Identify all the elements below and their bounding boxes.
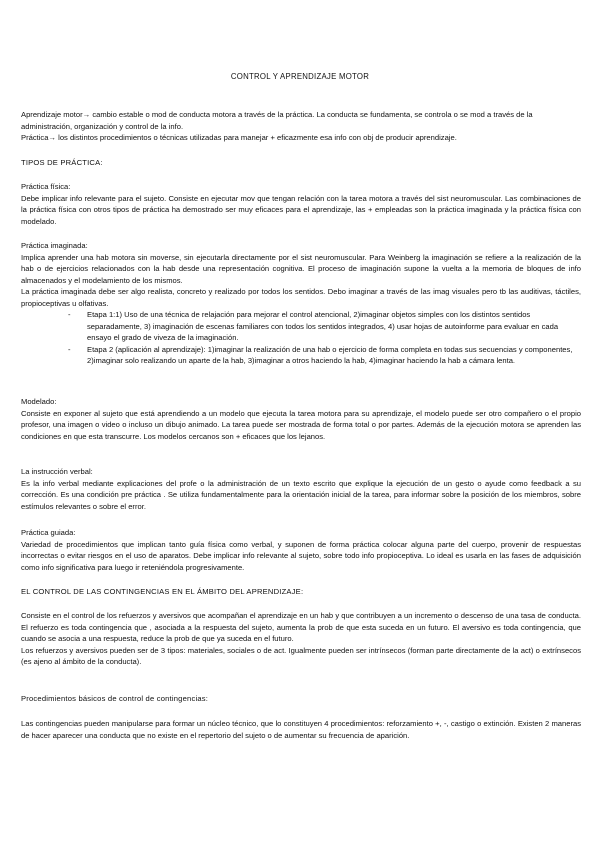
bullet-dash: - [68,310,71,319]
section-body: Los refuerzos y aversivos pueden ser de 3 tipos: materiales, sociales o de act. Igualmente pueden ser intrínsecos (forman parte directamente de la act) o extrínsecos (es ajeno al ámbito de la conducta). [21,645,581,666]
section-modelado [21,396,581,442]
section-body: Consiste en el control de los refuerzos y aversivos que acompañan el aprendizaje en un hab y que contribuyen a un incremento o descenso de una tasa de conducta. El refuerzo es toda contingencia que , asociada a la respuesta del sujeto, aumenta la prob de que esta suceda en un futuro. El aversivo es toda contingencia, que cuando se asocia a una respuesta, reduce la prob de que ya suceda en el futuro. [21,611,581,643]
stage-text: Etapa 1:1) Uso de una técnica de relajación para mejorar el control atencional, 2)imaginar objetos simples con los distintos sentidos separadamente, 3) imaginación de escenas familiares con todos los sentidos integrados, 4) usar hojas de autoinforme para evaluar en cada ensayo el grado de viveza de la imaginación. [87,310,559,342]
section-body: Implica aprender una hab motora sin moverse, sin ejecutarla directamente por el sist neuromuscular. Para Weinberg la imaginación se refiere a la realización de la hab o de ejercicios relacionados con la hab desde una representación cognitiva. El proceso de imaginación supone la vuelta a la memoria de bloques de info almacenados y el modelamiento de los mismos. [21,252,581,285]
bullet-dash: - [68,344,71,354]
section-heading: Modelado: [21,397,57,406]
section-heading: La instrucción verbal: [21,467,93,476]
procedimientos-heading: Procedimientos básicos de control de contingencias: [21,694,209,703]
stage-list [21,309,581,367]
section-practica-guiada [21,527,581,573]
section-body: Consiste en exponer al sujeto que está aprendiendo a un modelo que ejecuta la tarea motora para su aprendizaje, el modelo puede ser otro compañero o el propio profesor, una imagen o video o incluso un dibujo animado. La tarea puede ser mostrada de forma total o por partes. Además de la ejecución motora se aprenden las condiciones en que esta transcurre. Los modelos cercanos son + eficaces que los lejanos. [21,408,581,441]
section-body: Debe implicar info relevante para el sujeto. Consiste en ejecutar mov que tengan relación con la tarea motora a través del sist neuromuscular. Las combinaciones de la práctica física con otros tipos de práctica ha demostrado ser muy eficaces para el aprendizaje, las + empleadas son la práctica imaginada y la práctica física con modelado. [21,193,581,226]
intro-aprendizaje-motor: Aprendizaje motor→ cambio estable o mod de conducta motora a través de la práctica. La conducta se fundamenta, se controla o se mod a través de la administración, organización y control de la info. [21,110,533,131]
section-body: Es la info verbal mediante explicaciones del profe o la administración de un texto escrito que explique la ejecución de un gesto o ayude como feedback a su corrección. Es una condición pre práctica . Se utiliza fundamentalmente para la orientación inicial de la tarea, para informar sobre la posición de los miembros, sobre estímulos relevantes o sobre el error. [21,478,581,511]
section-body: Variedad de procedimientos que implican tanto guía física como verbal, y suponen de forma práctica colocar alguna parte del cuerpo, provenir de respuestas incorrectas o evitar riesgos en el uso de aparatos. Debe implicar info relevante al sujeto, sobre todo info propioceptiva. Lo ideal es usarla en las fases de adquisición como info significativa para luego ir reteniéndola progresivamente. [21,539,581,572]
section-body: La práctica imaginada debe ser algo realista, concreto y realizado por todos los sentidos. Debo imaginar a través de las imag visuales pero tb las auditivas, táctiles, propioceptivas u olfativas. [21,287,581,308]
intro-section [21,109,581,144]
section-instruccion-verbal [21,466,581,512]
section-body: Las contingencias pueden manipularse para formar un núcleo técnico, que lo constituyen 4 procedimientos: reforzamiento +, -, castigo o extinción. Existen 2 maneras de hacer aparecer una conducta que no existe en el repertorio del sujeto o de aumentar su frecuencia de aparición. [21,719,581,740]
section-heading: Práctica imaginada: [21,241,88,250]
intro-practica: Práctica→ los distintos procedimientos o técnicas utilizadas para manejar + eficazmente esa info con obj de producir aprendizaje. [21,133,457,142]
page-title: CONTROL Y APRENDIZAJE MOTOR [230,72,370,81]
contingencias-heading: EL CONTROL DE LAS CONTINGENCIAS EN EL ÁMBITO DEL APRENDIZAJE: [21,587,304,596]
section-heading: Práctica física: [21,182,71,191]
list-item [21,344,581,367]
section-practica-imaginada [21,240,581,367]
section-contingencias [21,610,581,668]
section-practica-fisica [21,181,581,227]
stage-text: Etapa 2 (aplicación al aprendizaje): 1)imaginar la realización de una hab o ejercicio de forma completa en todas sus secuencias y componentes, 2)imaginar solo realizando un aparte de la hab, 3)imaginar a otros haciendo la hab, 4)imaginar haciendo la hab a cámara lenta. [87,344,573,365]
list-item [21,309,581,344]
section-heading: Práctica guiada: [21,528,76,537]
section-procedimientos [21,718,581,741]
tipos-heading: TIPOS DE PRÁCTICA: [21,158,103,167]
